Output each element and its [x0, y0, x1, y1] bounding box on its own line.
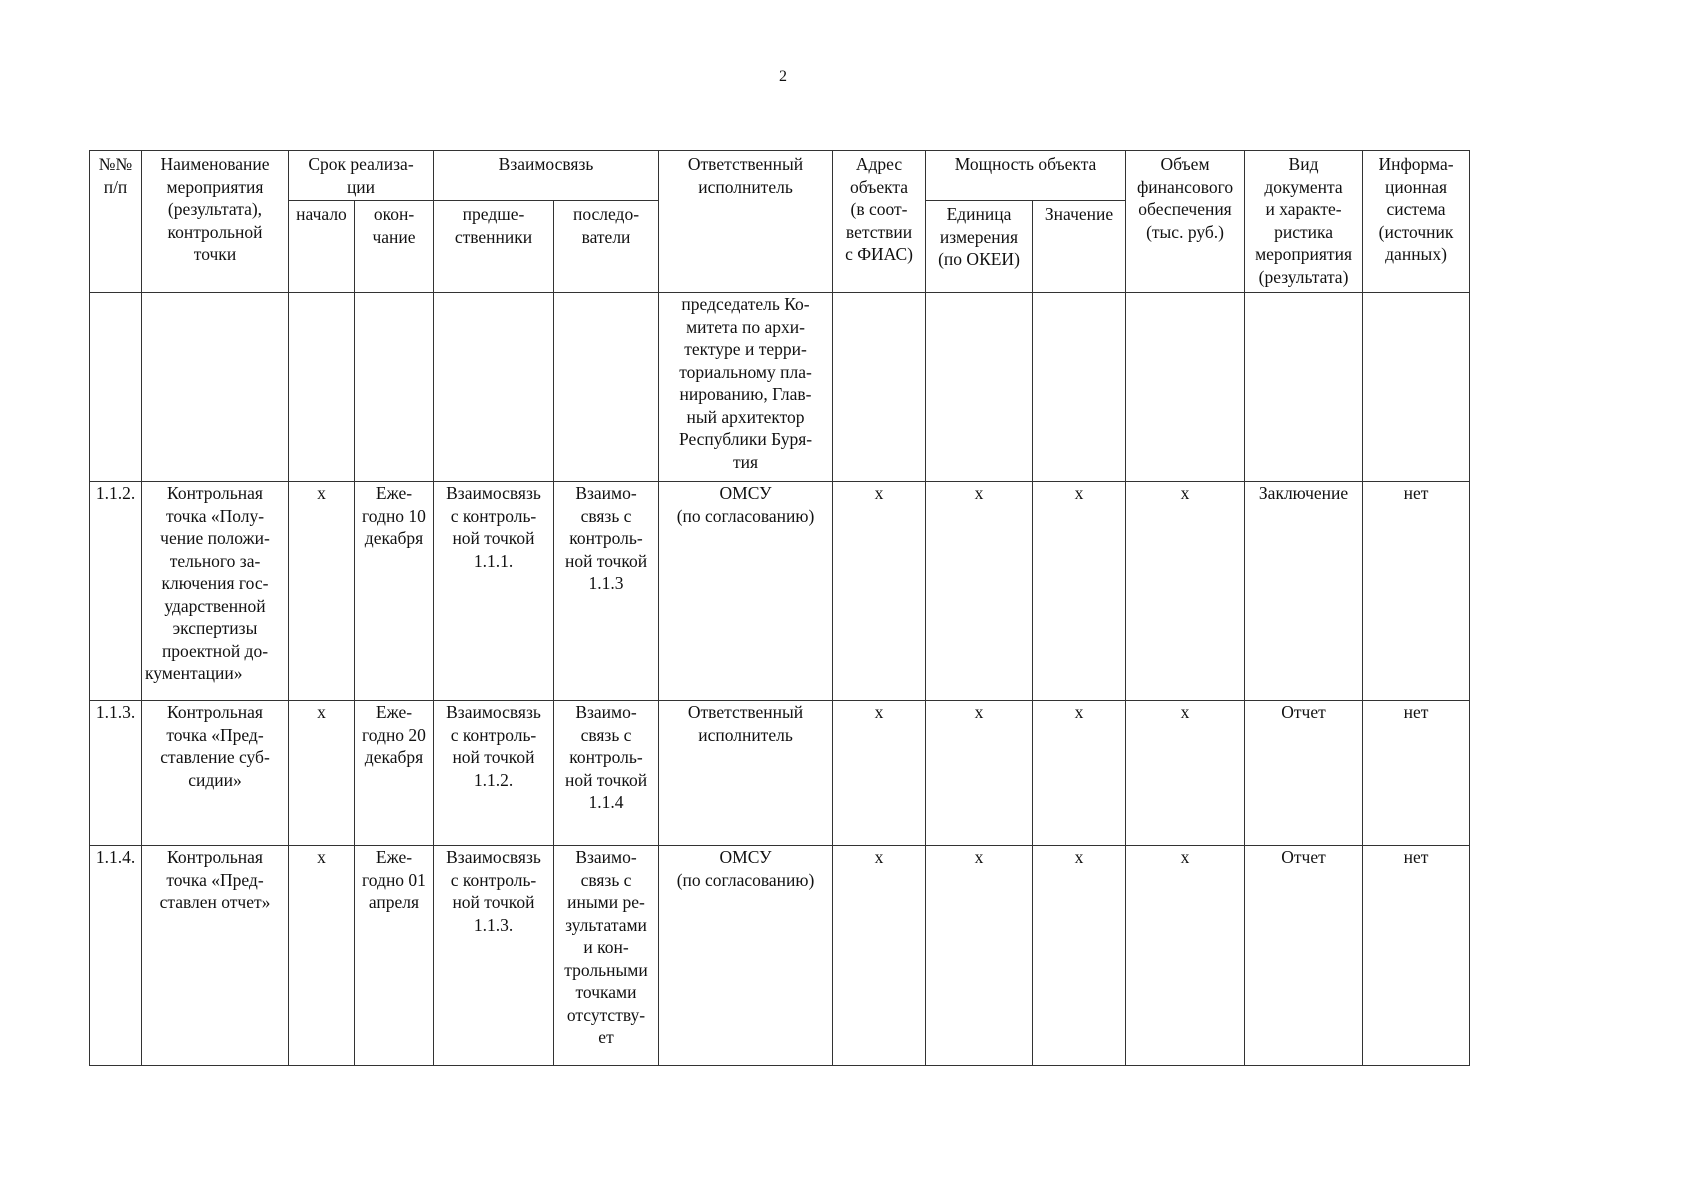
- row-value: х: [1033, 846, 1126, 1066]
- row-info-system: нет: [1363, 701, 1470, 846]
- row-num: 1.1.2.: [90, 482, 142, 701]
- row-start: х: [289, 701, 355, 846]
- row-funding: х: [1126, 482, 1245, 701]
- row-name: Контрольная точка «Пред- ставлен отчет»: [142, 846, 289, 1066]
- row-address: х: [833, 846, 926, 1066]
- plan-table: [89, 150, 1470, 1066]
- table-cell: [355, 293, 434, 482]
- header-num: №№ п/п: [90, 151, 142, 293]
- header-term: Срок реализа- ции: [289, 151, 434, 201]
- continuation-row: [90, 293, 1470, 482]
- row-predecessors: Взаимосвязь с контроль- ной точкой 1.1.2.: [434, 701, 554, 846]
- row-predecessors: Взаимосвязь с контроль- ной точкой 1.1.1.: [434, 482, 554, 701]
- table-cell: [90, 293, 142, 482]
- row-value: х: [1033, 482, 1126, 701]
- row-doc-type: Заключение: [1245, 482, 1363, 701]
- table-cell: [1033, 293, 1126, 482]
- header-capacity: Мощность объекта: [926, 151, 1126, 201]
- header-capacity-unit: Единица измерения (по ОКЕИ): [926, 201, 1033, 293]
- row-end: Еже- годно 10 декабря: [355, 482, 434, 701]
- header-term-start: начало: [289, 201, 355, 293]
- table-cell: [142, 293, 289, 482]
- row-end: Еже- годно 20 декабря: [355, 701, 434, 846]
- row-funding: х: [1126, 846, 1245, 1066]
- responsible-cell: председатель Ко- митета по архи- тектуре и терри- ториальному пла- нированию, Глав- ный архитектор Республики Буря- тия: [659, 293, 833, 482]
- row-unit: х: [926, 701, 1033, 846]
- table-cell: [1245, 293, 1363, 482]
- header-link-pred: предше- ственники: [434, 201, 554, 293]
- table-cell: [289, 293, 355, 482]
- row-num: 1.1.4.: [90, 846, 142, 1066]
- header-name: Наименование мероприятия (результата), контрольной точки: [142, 151, 289, 293]
- table-row: [90, 701, 1470, 846]
- header-link-succ: последо- ватели: [554, 201, 659, 293]
- table-cell: [554, 293, 659, 482]
- header-responsible: Ответственный исполнитель: [659, 151, 833, 293]
- row-responsible: Ответственный исполнитель: [659, 701, 833, 846]
- header-address: Адрес объекта (в соот- ветствии с ФИАС): [833, 151, 926, 293]
- row-responsible: ОМСУ (по согласованию): [659, 846, 833, 1066]
- header-funding: Объем финансового обеспечения (тыс. руб.): [1126, 151, 1245, 293]
- row-name: Контрольная точка «Пред- ставление суб- сидии»: [142, 701, 289, 846]
- header-info-system: Информа- ционная система (источник данных): [1363, 151, 1470, 293]
- row-info-system: нет: [1363, 846, 1470, 1066]
- table-cell: [926, 293, 1033, 482]
- header-term-end: окон- чание: [355, 201, 434, 293]
- row-successors: Взаимо- связь с иными ре- зультатами и кон- трольными точками отсутству- ет: [554, 846, 659, 1066]
- row-doc-type: Отчет: [1245, 846, 1363, 1066]
- row-successors: Взаимо- связь с контроль- ной точкой 1.1.4: [554, 701, 659, 846]
- row-unit: х: [926, 482, 1033, 701]
- header-doc-type: Вид документа и характе- ристика мероприятия (результата): [1245, 151, 1363, 293]
- header-row-1: [90, 151, 1470, 201]
- row-address: х: [833, 482, 926, 701]
- row-end: Еже- годно 01 апреля: [355, 846, 434, 1066]
- table-row: [90, 482, 1470, 701]
- table-cell: [833, 293, 926, 482]
- row-start: х: [289, 482, 355, 701]
- row-successors: Взаимо- связь с контроль- ной точкой 1.1.3: [554, 482, 659, 701]
- row-address: х: [833, 701, 926, 846]
- header-link: Взаимосвязь: [434, 151, 659, 201]
- table-cell: [1363, 293, 1470, 482]
- row-start: х: [289, 846, 355, 1066]
- row-name: Контрольная точка «Полу-чение положи-тельного за-ключения гос-ударственной экспертизы проектной до-кументации»: [142, 482, 289, 701]
- table-cell: [434, 293, 554, 482]
- row-funding: х: [1126, 701, 1245, 846]
- row-responsible: ОМСУ (по согласованию): [659, 482, 833, 701]
- row-num: 1.1.3.: [90, 701, 142, 846]
- row-predecessors: Взаимосвязь с контроль- ной точкой 1.1.3.: [434, 846, 554, 1066]
- header-capacity-value: Значение: [1033, 201, 1126, 293]
- row-doc-type: Отчет: [1245, 701, 1363, 846]
- row-value: х: [1033, 701, 1126, 846]
- table-row: [90, 846, 1470, 1066]
- row-unit: х: [926, 846, 1033, 1066]
- page-number: 2: [779, 68, 787, 85]
- table-cell: [1126, 293, 1245, 482]
- row-info-system: нет: [1363, 482, 1470, 701]
